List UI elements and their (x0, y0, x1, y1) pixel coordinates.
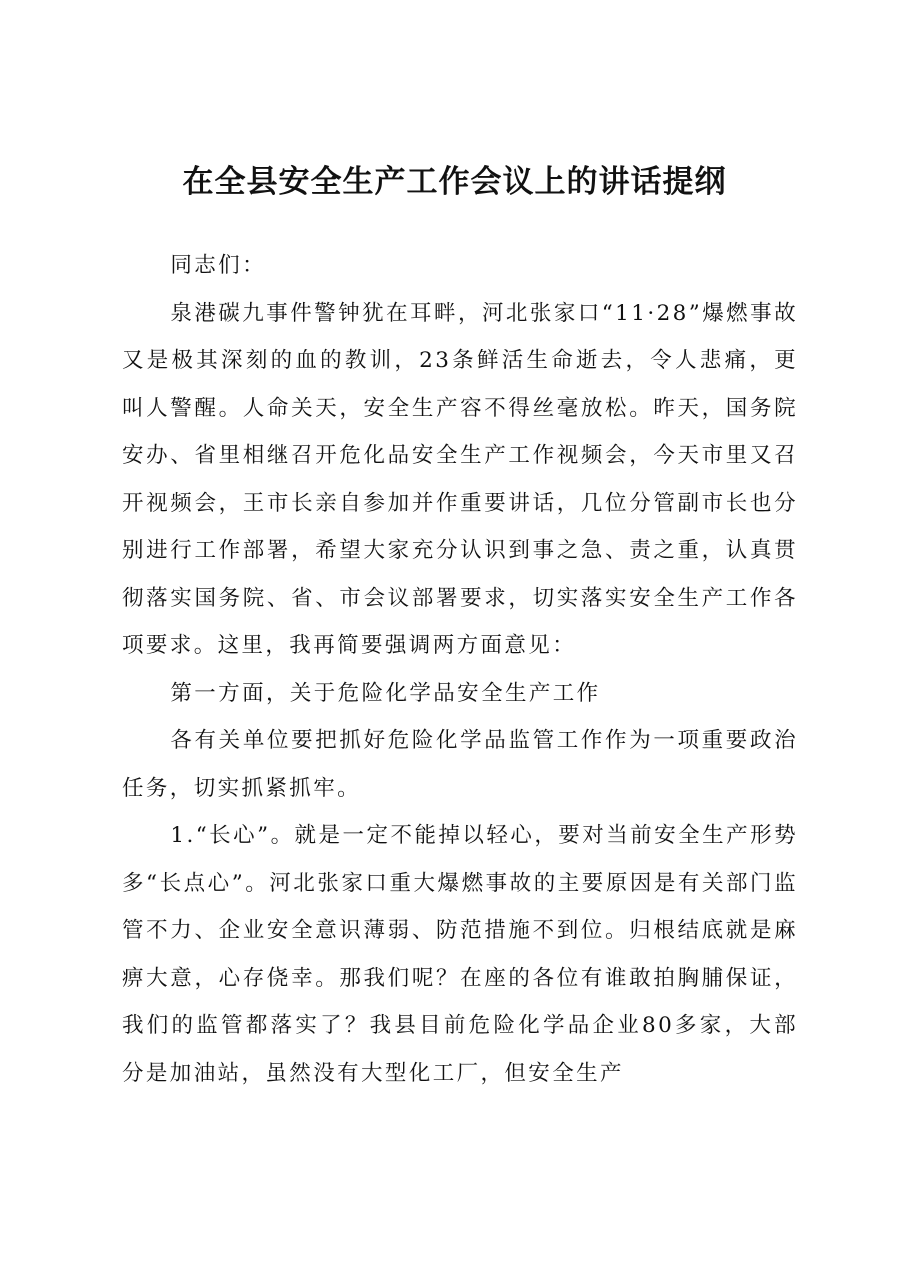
document-title: 在全县安全生产工作会议上的讲话提纲 (182, 164, 727, 200)
document-body (122, 242, 798, 1097)
intro-paragraph: 泉港碳九事件警钟犹在耳畔，河北张家口“11·28”爆燃事故又是极其深刻的血的教训，23条鲜活生命逝去，令人悲痛，更叫人警醒。人命关天，安全生产容不得丝毫放松。昨天，国务院安办、省里相继召开危化品安全生产工作视频会，今天市里又召开视频会，王市长亲自参加并作重要讲话，几位分管副市长也分别进行工作部署，希望大家充分认识到事之急、责之重，认真贯彻落实国务院、省、市会议部署要求，切实落实安全生产工作各项要求。这里，我再简要强调两方面意见： (122, 300, 798, 658)
section-heading-1: 第一方面，关于危险化学品安全生产工作 (170, 680, 601, 706)
point-1-paragraph: 1.“长心”。就是一定不能掉以轻心，要对当前安全生产形势多“长点心”。河北张家口重大爆燃事故的主要原因是有关部门监管不力、企业安全意识薄弱、防范措施不到位。归根结底就是麻痹大意，心存侥幸。那我们呢？在座的各位有谁敢拍胸脯保证，我们的监管都落实了？我县目前危险化学品企业80多家，大部分是加油站，虽然没有大型化工厂，但安全生产 (122, 823, 798, 1086)
salutation-paragraph: 同志们： (170, 253, 266, 278)
section-1-intro-paragraph: 各有关单位要把抓好危险化学品监管工作作为一项重要政治任务，切实抓紧抓牢。 (122, 728, 798, 801)
